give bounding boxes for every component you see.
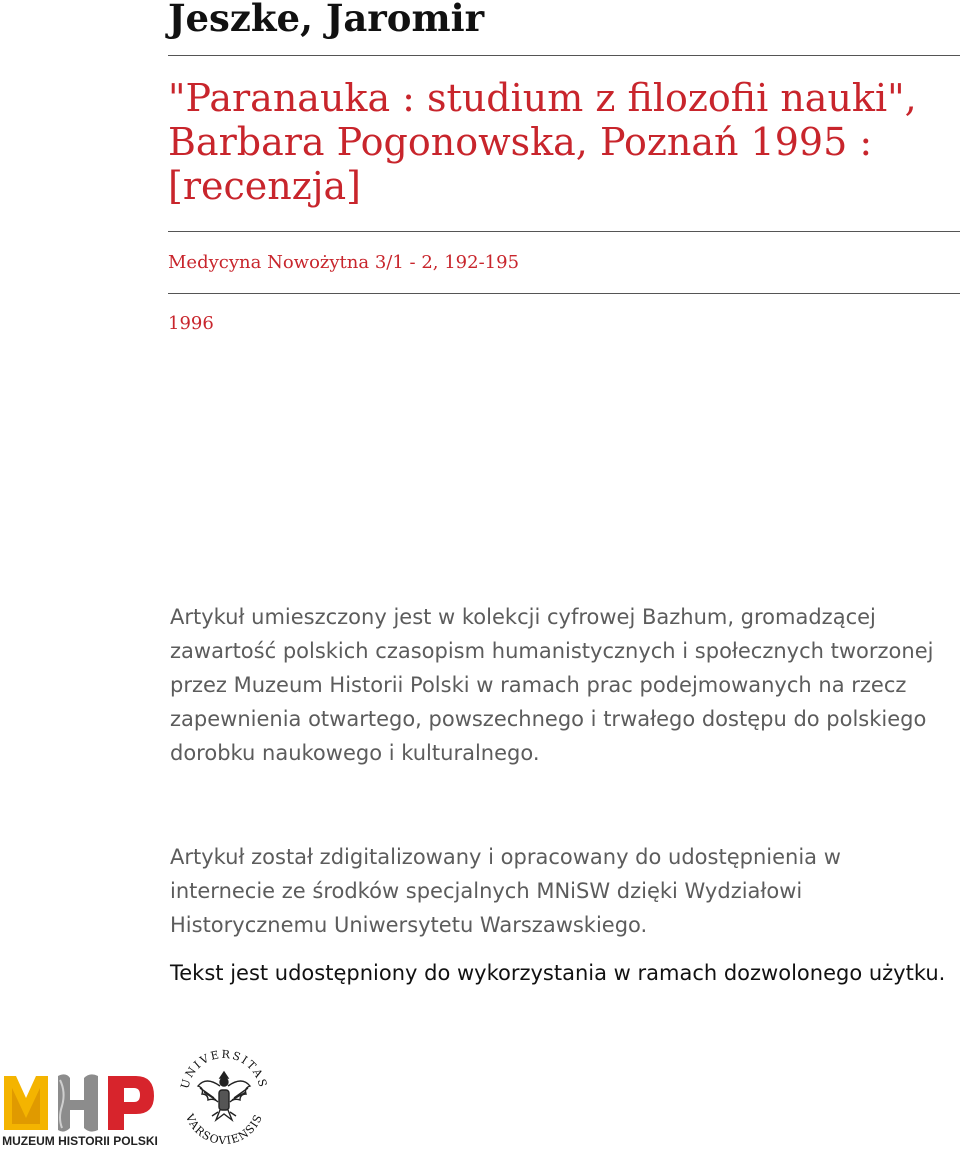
seal-bottom-text: VARSOVIENSIS <box>182 1112 266 1148</box>
publication-year: 1996 <box>168 313 214 334</box>
article-title: "Paranauka : studium z filozofii nauki", Barbara Pogonowska, Poznań 1995 : [recenzja] <box>168 76 917 208</box>
museum-p-mark <box>108 1076 154 1130</box>
license-paragraph: Tekst jest udostępniony do wykorzystania w ramach dozwolonego użytku. <box>170 961 946 985</box>
eagle-icon <box>198 1072 250 1120</box>
museum-caption: MUZEUM HISTORII POLSKI <box>2 1134 158 1148</box>
museum-h-mark <box>58 1074 98 1131</box>
journal-source: Medycyna Nowożytna 3/1 - 2, 192-195 <box>168 252 520 273</box>
divider-middle <box>168 231 960 232</box>
university-warsaw-seal <box>174 1042 274 1148</box>
author-name: Jeszke, Jaromir <box>168 0 485 40</box>
divider-bottom <box>168 293 960 294</box>
museum-historii-polski-logo <box>0 1066 160 1148</box>
seal-top-text: UNIVERSITAS <box>178 1047 270 1091</box>
digitization-paragraph: Artykuł został zdigitalizowany i opracowany do udostępnienia w internecie ze środków specjalnych MNiSW dzięki Wydziałowi Historycznemu Uniwersytetu Warszawskiego. <box>170 845 841 937</box>
collection-paragraph: Artykuł umieszczony jest w kolekcji cyfrowej Bazhum, gromadzącej zawartość polskich czasopism humanistycznych i społecznych tworzonej przez Muzeum Historii Polski w ramach prac podejmowanych na rzecz zapewnienia otwartego, powszechnego i trwałego dostępu do polskiego dorobku naukowego i kulturalnego. <box>170 605 934 765</box>
museum-m-mark <box>4 1076 48 1130</box>
divider-top <box>168 55 960 56</box>
